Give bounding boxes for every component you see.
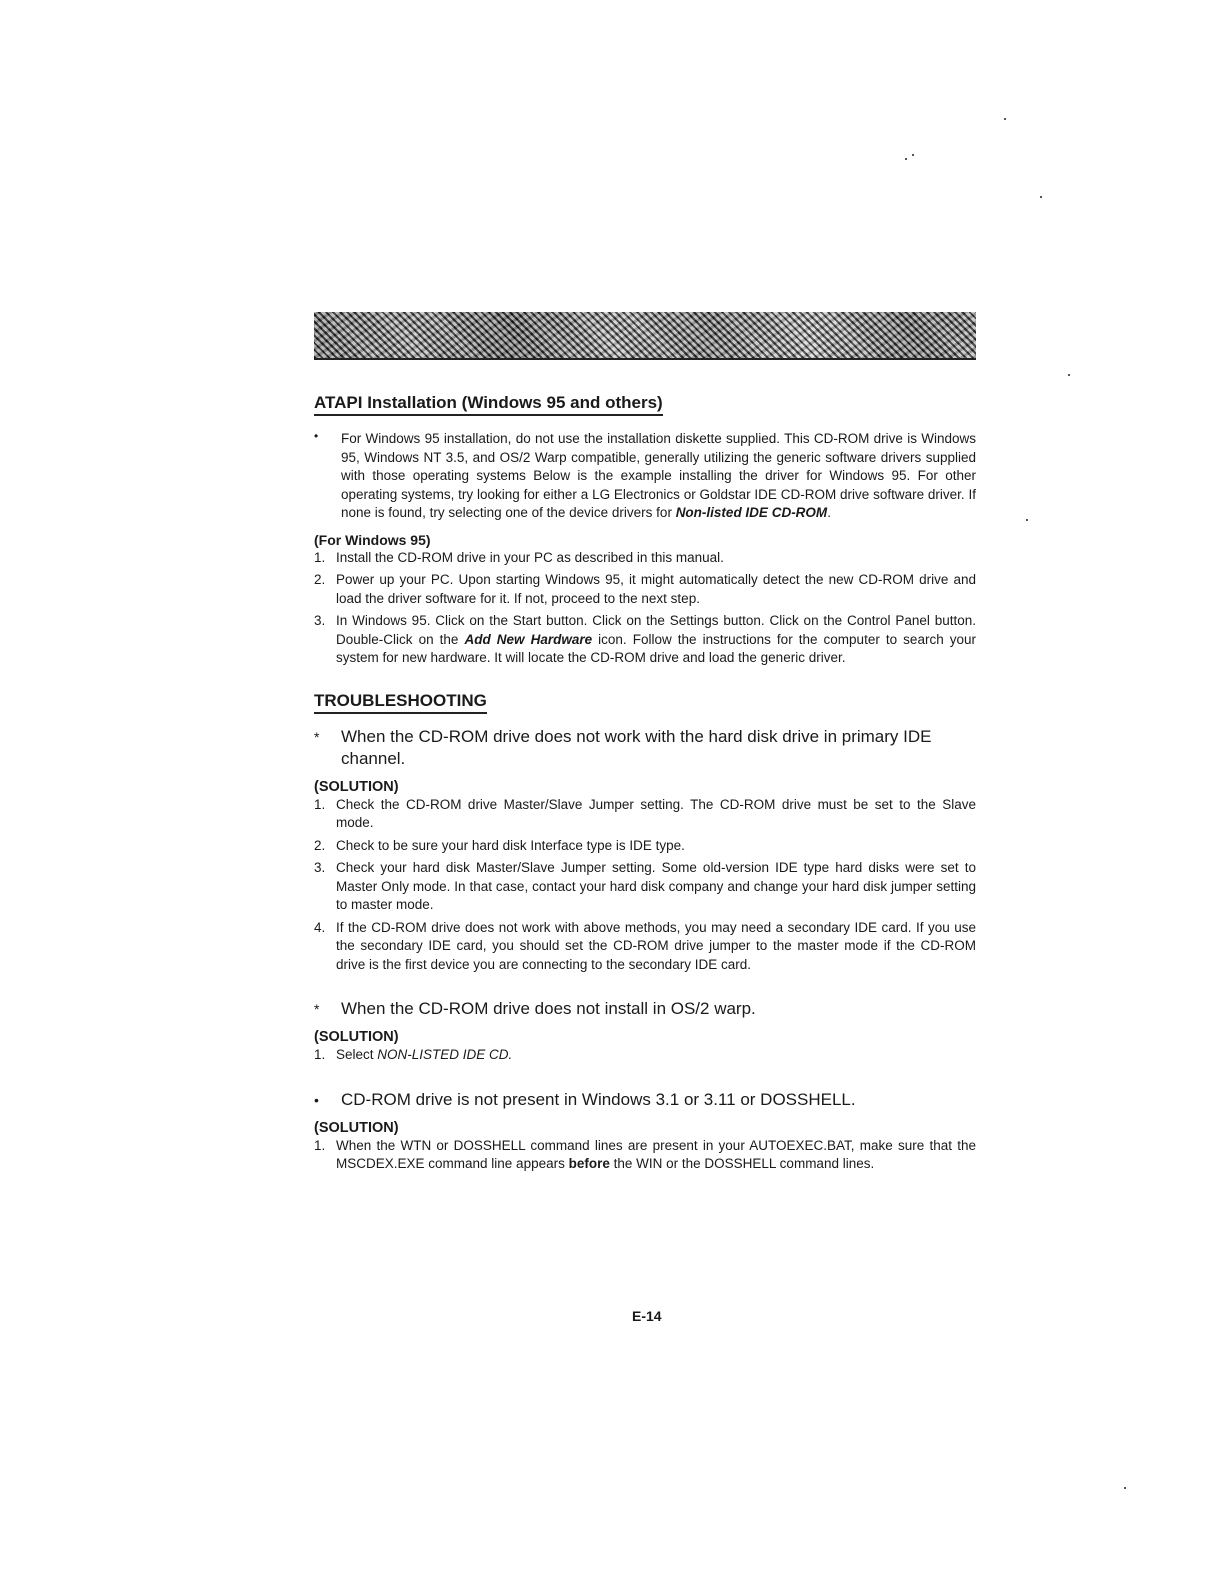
for-windows95-subheading: (For Windows 95) [314,531,431,548]
bullet-marker: • [314,1091,319,1108]
step-number: 4. [314,919,326,935]
step-text: Check to be sure your hard disk Interface type is IDE type. [336,837,685,853]
issue-windows31-dosshell [314,1089,976,1111]
step-text: If the CD-ROM drive does not work with above methods, you may need a secondary IDE card. If you use the secondary IDE card, you should set the CD-ROM drive jumper to the master mode if the CD-ROM drive is the first device you are connecting to the secondary IDE card. [336,919,976,972]
bullet-marker: • [314,429,319,443]
issue1-solution-steps [314,796,976,975]
bullet-marker: * [314,1001,320,1017]
bullet-marker: * [314,728,320,745]
step-number: 2. [314,572,326,587]
step-text-end: the WIN or the DOSSHELL command lines. [609,1156,875,1171]
windows95-note [314,430,976,523]
step-number: 1. [314,796,326,812]
step-text-end: icon. Follow the instructions for the computer to search your system for new hardware. It will locate the CD-ROM drive and load the generic driver. [336,631,977,665]
step-number: 1. [314,1137,326,1153]
issue-text: When the CD-ROM drive does not work with the hard disk drive in primary IDE channel. [341,726,932,768]
non-listed-ide-cd-emphasis: NON-LISTED IDE CD. [377,1047,513,1062]
solution-label: (SOLUTION) [314,1119,399,1136]
step-text: Select [336,1047,378,1062]
windows95-note-text: For Windows 95 installation, do not use the installation diskette supplied. This CD-ROM drive is Windows 95, Windows NT 3.5, and OS/2 Warp compatible, generally utilizing the generic software drivers supplied with those operating systems Below is the example installing the driver for Windows 95. For other operating systems, try looking for either a LG Electronics or Goldstar IDE CD-ROM drive software driver. If none is found, try selecting one of the device drivers for [341,431,976,520]
scan-speck [1068,374,1070,376]
step-text: Check the CD-ROM drive Master/Slave Jumper setting. The CD-ROM drive must be set to the Slave mode. [336,796,976,830]
step-text: Install the CD-ROM drive in your PC as described in this manual. [336,549,724,565]
step-text: When the WTN or DOSSHELL command lines are present in your AUTOEXEC.BAT, make sure that the MSCDEX.EXE command line appears [336,1137,976,1171]
page-number: E-14 [632,1308,662,1324]
list-item [314,612,976,668]
list-item [314,549,976,568]
scan-speck [1040,196,1042,198]
step-number: 1. [314,1047,326,1062]
add-new-hardware-emphasis: Add New Hardware [464,631,593,647]
step-text: In Windows 95. Click on the Start button. Click on the Settings button. Click on the Control Panel button. Double-Click on the [336,613,976,647]
before-emphasis: before [568,1156,610,1171]
list-item [314,919,976,975]
issue3-solution-steps [314,1137,976,1174]
scan-speck [1124,1487,1126,1489]
issue-text: CD-ROM drive is not present in Windows 3.1 or 3.11 or DOSSHELL. [341,1089,856,1109]
troubleshooting-heading: TROUBLESHOOTING [314,690,487,714]
decorative-header-banner [314,312,976,360]
step-number: 1. [314,549,326,565]
list-item [314,1137,976,1174]
step-number: 3. [314,613,326,628]
page-content [314,392,976,1178]
scan-speck [912,154,914,156]
list-item [314,571,976,608]
issue-primary-ide [314,726,976,770]
issue-text: When the CD-ROM drive does not install in OS/2 warp. [341,999,756,1018]
scan-speck [1004,118,1006,120]
list-item [314,796,976,833]
issue-os2-warp [314,998,976,1020]
scan-speck [1026,519,1028,521]
atapi-installation-heading: ATAPI Installation (Windows 95 and others) [314,392,663,416]
issue2-solution-steps [314,1046,976,1065]
step-number: 3. [314,860,326,875]
windows95-steps [314,549,976,668]
list-item [314,1046,976,1065]
windows95-note-end: . [827,505,831,520]
step-number: 2. [314,837,326,853]
step-text: Power up your PC. Upon starting Windows 95, it might automatically detect the new CD-ROM drive and load the driver software for it. If not, proceed to the next step. [336,572,976,606]
list-item [314,837,976,856]
solution-label: (SOLUTION) [314,1029,399,1045]
step-text: Check your hard disk Master/Slave Jumper setting. Some old-version IDE type hard disks were set to Master Only mode. In that case, contact your hard disk company and change your hard disk jumper setting to master mode. [336,860,976,912]
scan-speck [905,158,907,160]
non-listed-ide-emphasis: Non-listed IDE CD-ROM [675,505,828,520]
solution-label: (SOLUTION) [314,778,399,795]
list-item [314,859,976,915]
